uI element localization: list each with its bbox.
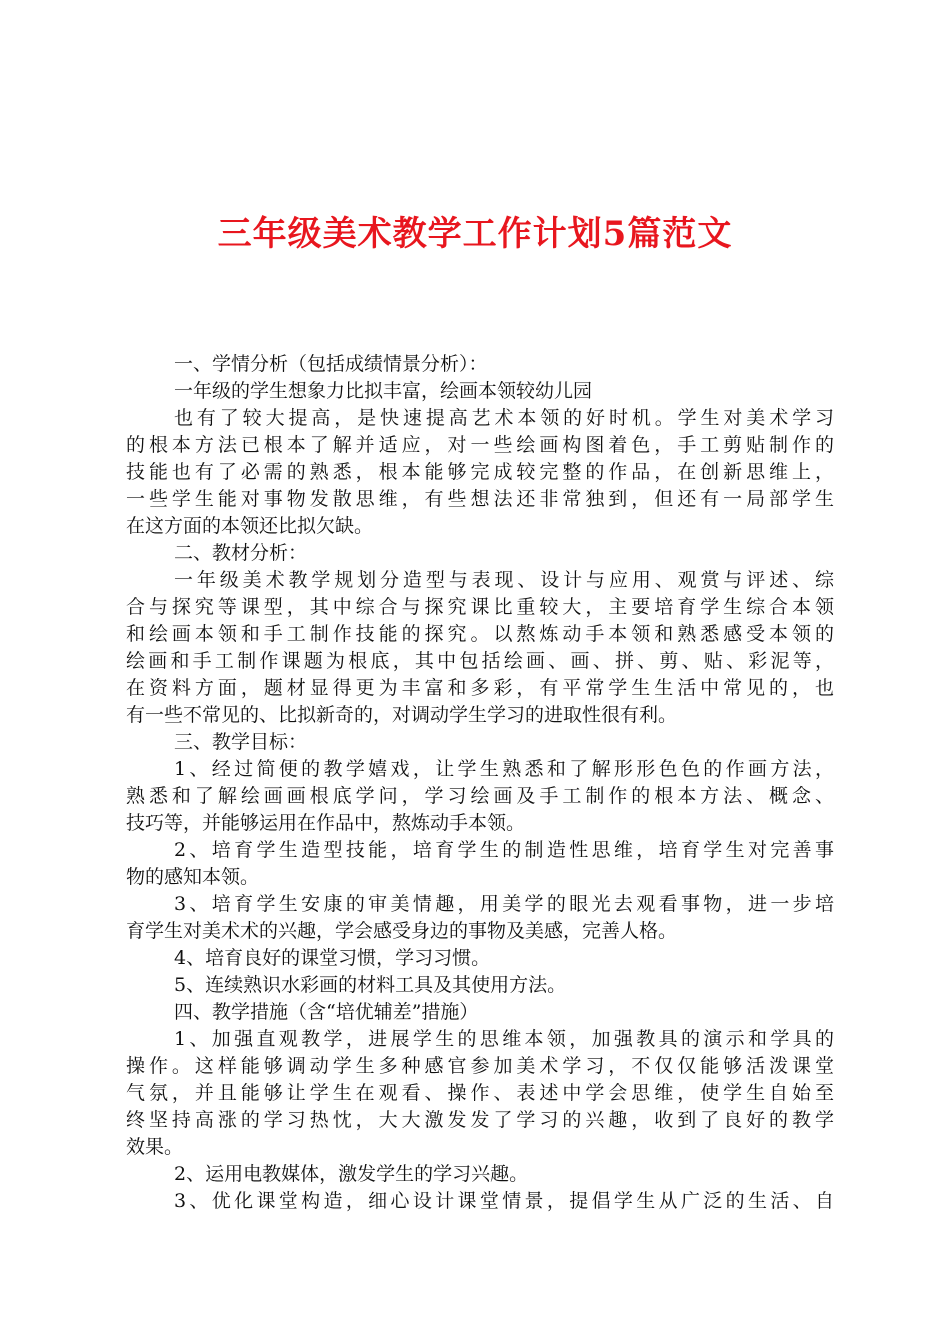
paragraph-line: 一些学生能对事物发散思维，有些想法还非常独到，但还有一局部学生: [126, 488, 834, 510]
paragraph-line: 和绘画本领和手工制作技能的探究。以熬炼动手本领和熟悉感受本领的: [126, 623, 834, 645]
paragraph-line: 也有了较大提高，是快速提高艺术本领的好时机。学生对美术学习: [174, 407, 834, 429]
paragraph-line: 5、连续熟识水彩画的材料工具及其使用方法。: [174, 974, 567, 996]
paragraph-line: 有一些不常见的、比拟新奇的，对调动学生学习的进取性很有利。: [126, 704, 678, 726]
paragraph-line: 一年级的学生想象力比拟丰富，绘画本领较幼儿园: [174, 380, 593, 402]
paragraph-line: 4、培育良好的课堂习惯，学习习惯。: [174, 947, 491, 969]
paragraph-line: 2、运用电教媒体，激发学生的学习兴趣。: [174, 1163, 529, 1185]
document-body: [126, 351, 834, 1215]
paragraph-line: 三、教学目标：: [174, 731, 308, 753]
paragraph-line: 育学生对美术术的兴趣，学会感受身边的事物及美感，完善人格。: [126, 920, 678, 942]
paragraph-line: 在资料方面，题材显得更为丰富和多彩，有平常学生生活中常见的，也: [126, 677, 834, 699]
paragraph-line: 物的感知本领。: [126, 866, 260, 888]
paragraph-line: 二、教材分析：: [174, 542, 308, 564]
paragraph-line: 合与探究等课型，其中综合与探究课比重较大，主要培育学生综合本领: [126, 596, 834, 618]
page-title: 三年级美术教学工作计划5篇范文: [217, 214, 733, 254]
paragraph-line: 3、优化课堂构造，细心设计课堂情景，提倡学生从广泛的生活、自: [174, 1190, 834, 1212]
paragraph-line: 操作。这样能够调动学生多种感官参加美术学习，不仅仅能够活泼课堂: [126, 1055, 834, 1077]
paragraph-line: 的根本方法已根本了解并适应，对一些绘画构图着色，手工剪贴制作的: [126, 434, 834, 456]
paragraph-line: 一年级美术教学规划分造型与表现、设计与应用、观赏与评述、综: [174, 569, 834, 591]
paragraph-line: 技巧等，并能够运用在作品中，熬炼动手本领。: [126, 812, 526, 834]
paragraph-line: 在这方面的本领还比拟欠缺。: [126, 515, 374, 537]
paragraph-line: 气氛，并且能够让学生在观看、操作、表述中学会思维，使学生自始至: [126, 1082, 834, 1104]
paragraph-line: 四、教学措施（含“培优辅差”措施）: [174, 1001, 479, 1023]
paragraph-line: 终坚持高涨的学习热忱，大大激发发了学习的兴趣，收到了良好的教学: [126, 1109, 834, 1131]
paragraph-line: 一、学情分析（包括成绩情景分析）：: [174, 353, 488, 375]
paragraph-line: 3、培育学生安康的审美情趣，用美学的眼光去观看事物，进一步培: [174, 893, 834, 915]
paragraph-line: 技能也有了必需的熟悉，根本能够完成较完整的作品，在创新思维上，: [126, 461, 834, 483]
paragraph-line: 效果。: [126, 1136, 184, 1158]
paragraph-line: 熟悉和了解绘画画根底学问，学习绘画及手工制作的根本方法、概念、: [126, 785, 834, 807]
paragraph-line: 1、加强直观教学，进展学生的思维本领，加强教具的演示和学具的: [174, 1028, 834, 1050]
paragraph-line: 绘画和手工制作课题为根底，其中包括绘画、画、拼、剪、贴、彩泥等，: [126, 650, 834, 672]
paragraph-line: 2、培育学生造型技能，培育学生的制造性思维，培育学生对完善事: [174, 839, 834, 861]
paragraph-line: 1、经过简便的教学嬉戏，让学生熟悉和了解形形色色的作画方法，: [174, 758, 834, 780]
